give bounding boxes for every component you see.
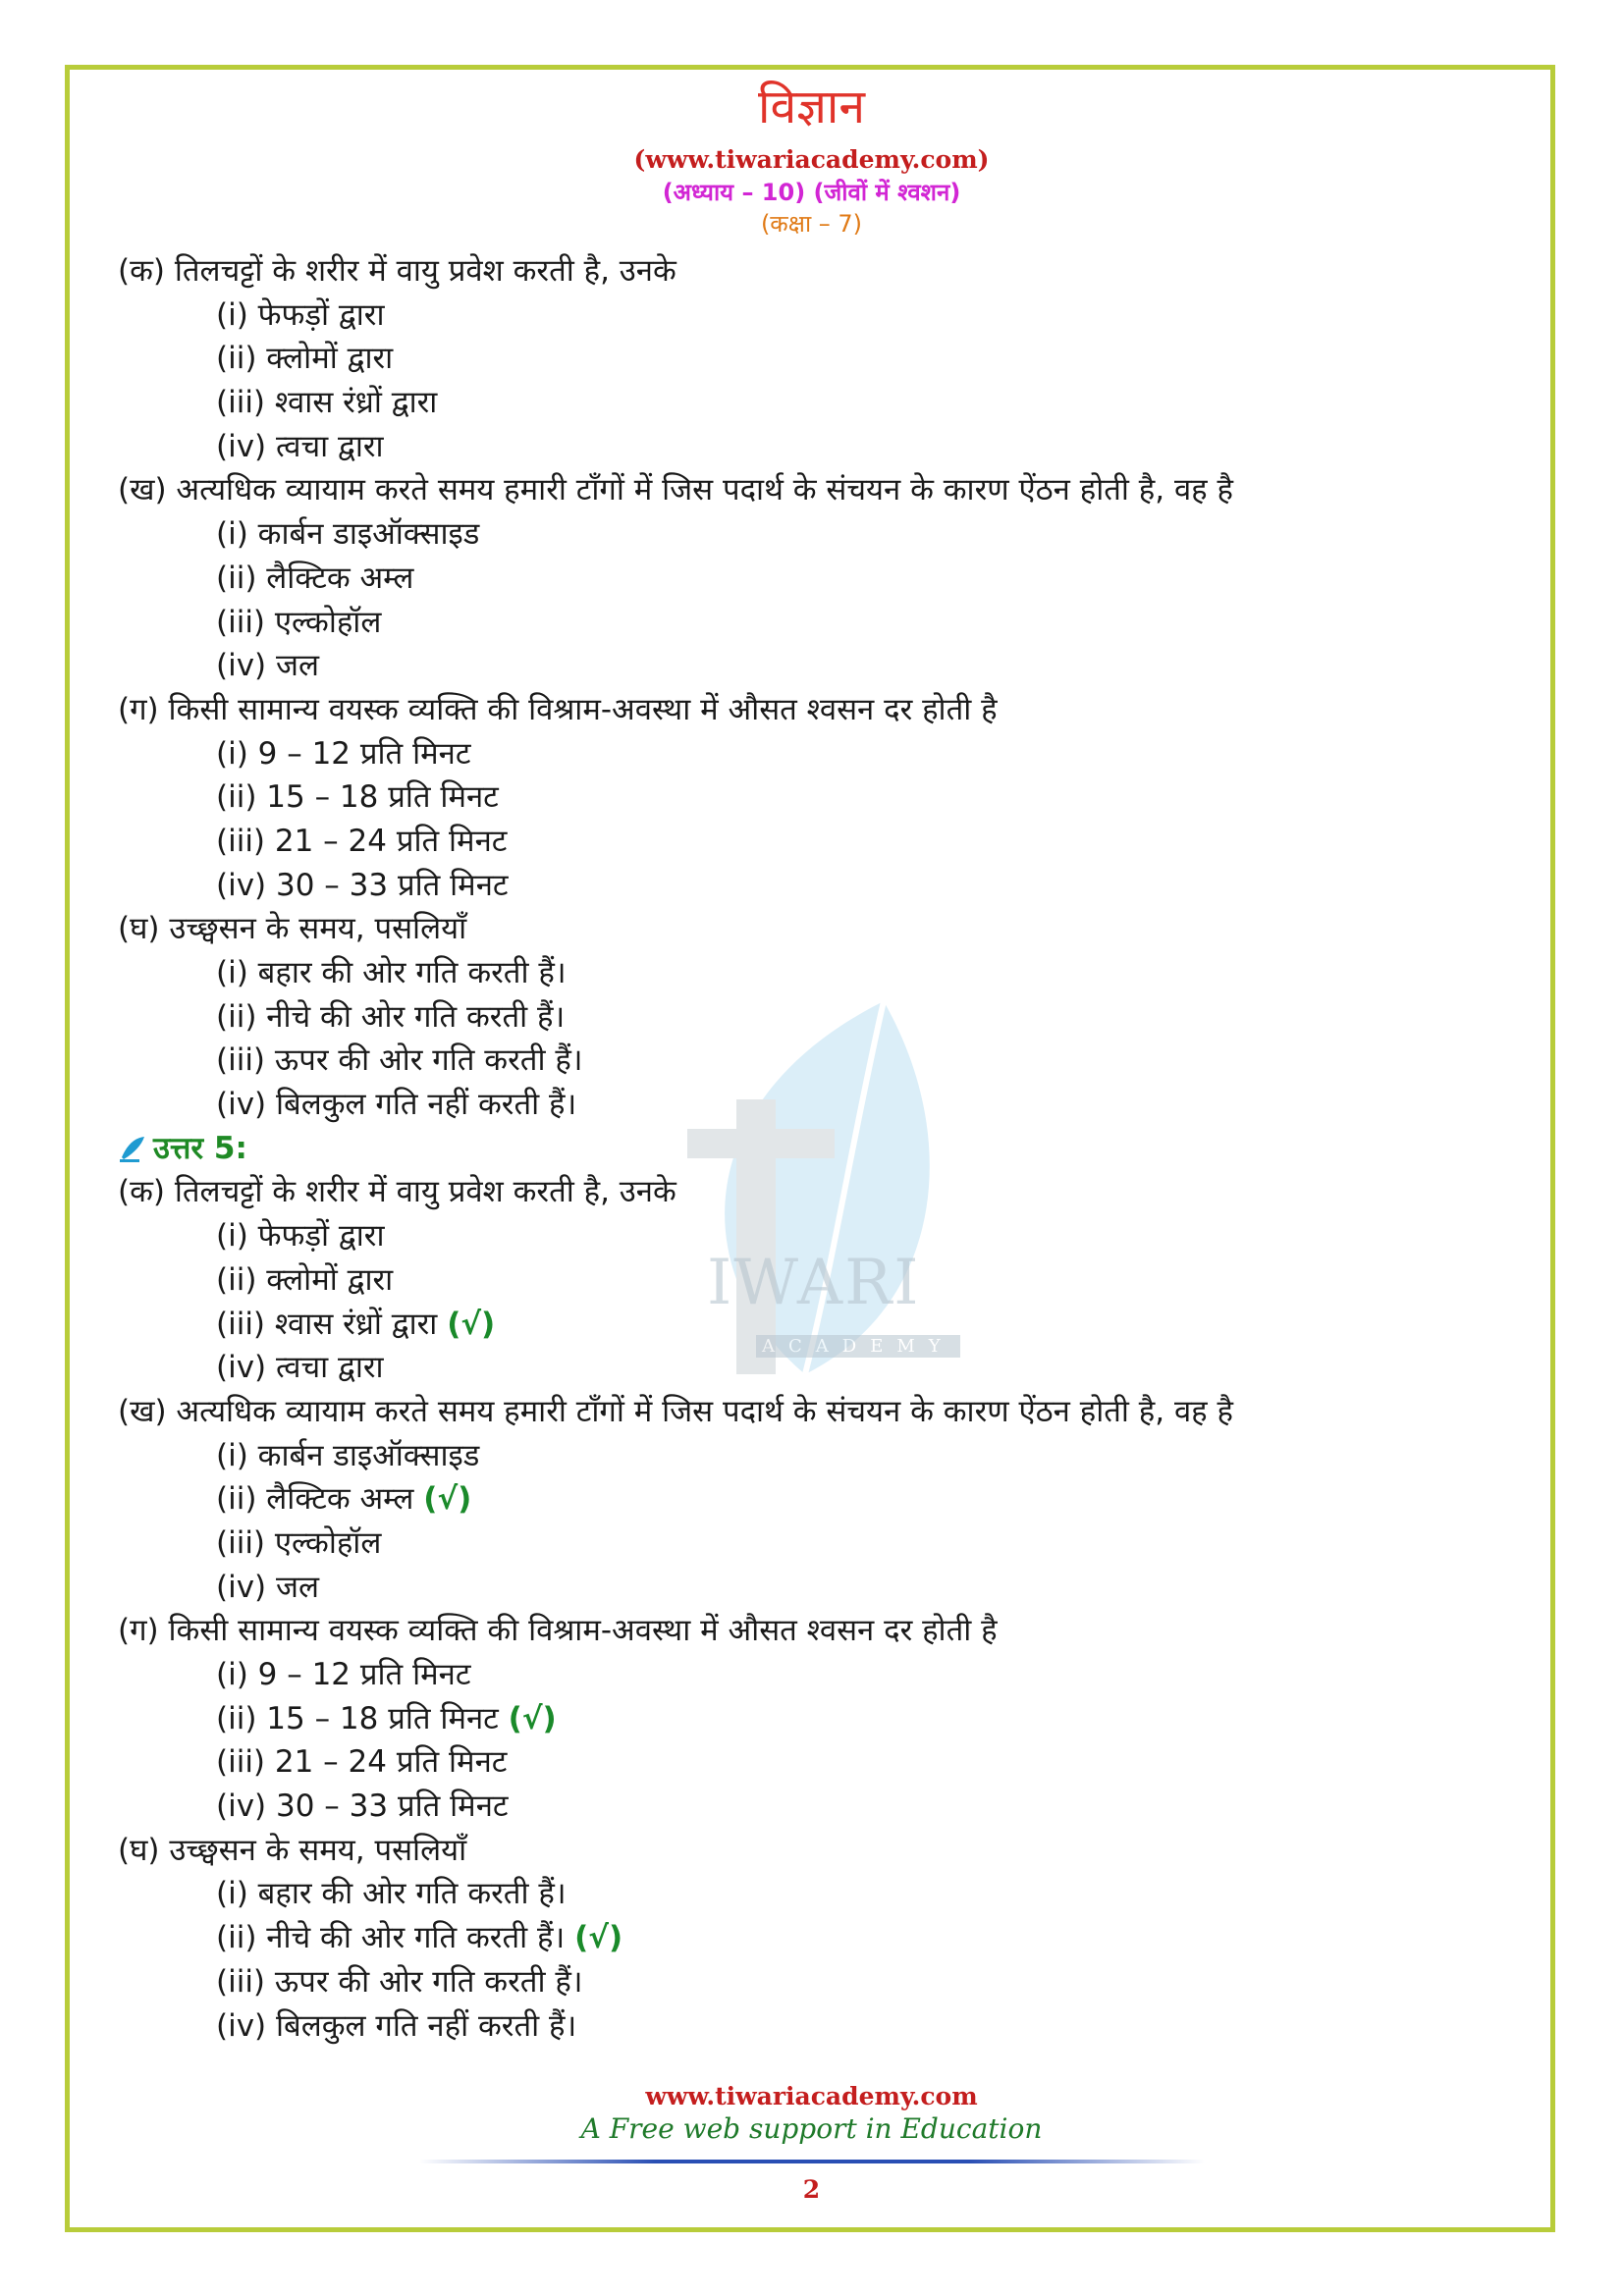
tick-mark: (√): [508, 1700, 557, 1736]
option: (iii) एल्कोहॉल: [216, 604, 382, 640]
chapter-label: (अध्याय – 10) (जीवों में श्वशन): [662, 178, 961, 206]
answer-heading: [118, 1127, 1512, 1171]
option: (i) 9 – 12 प्रति मिनट: [216, 735, 471, 772]
option: (iv) बिलकुल गति नहीं करती हैं।: [216, 2007, 577, 2044]
option: (iii) श्वास रंध्रों द्वारा: [216, 385, 438, 421]
question-block: [118, 249, 1512, 468]
option: (iii) ऊपर की ओर गति करती हैं।: [216, 1963, 583, 2000]
option: (ii) 15 – 18 प्रति मिनट: [216, 779, 499, 816]
option: (iv) त्वचा द्वारा: [216, 428, 384, 464]
option: (i) बहार की ओर गति करती हैं।: [216, 1876, 567, 1912]
option: (i) बहार की ओर गति करती हैं।: [216, 955, 567, 990]
option-correct: [118, 1697, 1512, 1741]
question-text: (ख) अत्यधिक व्यायाम करते समय हमारी टाँगों में जिस पदार्थ के संचयन के कारण ऐंठन होती है, वह है: [118, 1393, 1233, 1429]
class-label: (कक्षा – 7): [760, 210, 863, 239]
option: (iii) 21 – 24 प्रति मिनट: [216, 823, 508, 859]
option: (i) कार्बन डाइऑक्साइड: [216, 1437, 480, 1473]
footer-tagline: A Free web support in Education: [580, 2112, 1043, 2146]
question-text: (घ) उच्छ्वसन के समय, पसलियाँ: [118, 911, 467, 947]
answer-block: [118, 1829, 1512, 2048]
page-header: [0, 80, 1623, 240]
page-footer: [0, 2081, 1623, 2204]
option: (ii) नीचे की ओर गति करती हैं।: [216, 998, 566, 1035]
option-correct: [118, 1303, 1512, 1347]
question-text: (क) तिलचट्टों के शरीर में वायु प्रवेश करती है, उनके: [118, 253, 676, 289]
question-text: (क) तिलचट्टों के शरीर में वायु प्रवेश करती है, उनके: [118, 1174, 676, 1210]
question-text: (ख) अत्यधिक व्यायाम करते समय हमारी टाँगों में जिस पदार्थ के संचयन के कारण ऐंठन होती है, वह है: [118, 472, 1233, 508]
option: (i) फेफड़ों द्वारा: [216, 1218, 385, 1255]
watermark-brand: IWARI: [707, 1247, 921, 1319]
option: (iv) 30 – 33 प्रति मिनट: [216, 867, 509, 903]
tick-mark: (√): [574, 1920, 623, 1956]
option: (i) कार्बन डाइऑक्साइड: [216, 516, 480, 553]
answer-block: [118, 1609, 1512, 1828]
option: (iv) त्वचा द्वारा: [216, 1350, 384, 1386]
question-block: [118, 688, 1512, 907]
question-text: (ग) किसी सामान्य वयस्क व्यक्ति की विश्राम-अवस्था में औसत श्वसन दर होती है: [118, 1613, 998, 1649]
option-text: (iii) श्वास रंध्रों द्वारा: [216, 1306, 448, 1342]
site-link[interactable]: (www.tiwariacademy.com): [633, 145, 990, 174]
option: (iii) एल्कोहॉल: [216, 1524, 382, 1561]
option: (ii) क्लोमों द्वारा: [216, 1261, 394, 1298]
option: (iii) 21 – 24 प्रति मिनट: [216, 1744, 508, 1781]
pen-icon: [118, 1134, 147, 1163]
tick-mark: (√): [423, 1481, 472, 1518]
footer-divider: [419, 2160, 1205, 2163]
answer-block: [118, 1390, 1512, 1609]
option: (iv) बिलकुल गति नहीं करती हैं।: [216, 1087, 577, 1123]
tick-mark: (√): [447, 1306, 496, 1342]
page-number: 2: [802, 2174, 821, 2204]
page-title: विज्ञान: [758, 80, 865, 134]
option: (i) 9 – 12 प्रति मिनट: [216, 1657, 471, 1692]
option-text: (ii) 15 – 18 प्रति मिनट: [216, 1700, 509, 1736]
document-body: [118, 249, 1512, 2048]
question-block: [118, 468, 1512, 687]
option: (iii) ऊपर की ओर गति करती हैं।: [216, 1042, 583, 1079]
answer-heading-text: उत्तर 5:: [153, 1130, 247, 1166]
option: (i) फेफड़ों द्वारा: [216, 296, 385, 333]
option: (ii) क्लोमों द्वारा: [216, 341, 394, 377]
option: (iv) जल: [216, 648, 320, 684]
option: (iv) 30 – 33 प्रति मिनट: [216, 1789, 509, 1825]
option-correct: [118, 1477, 1512, 1522]
option-correct: [118, 1916, 1512, 1960]
answer-block: [118, 1170, 1512, 1389]
option-text: (ii) लैक्टिक अम्ल: [216, 1481, 424, 1518]
option: (ii) लैक्टिक अम्ल: [216, 560, 414, 596]
question-block: [118, 907, 1512, 1126]
option-text: (ii) नीचे की ओर गति करती हैं।: [216, 1920, 575, 1956]
question-text: (ग) किसी सामान्य वयस्क व्यक्ति की विश्राम-अवस्था में औसत श्वसन दर होती है: [118, 691, 998, 727]
watermark-sub: ACADEMY: [756, 1335, 960, 1358]
question-text: (घ) उच्छ्वसन के समय, पसलियाँ: [118, 1832, 467, 1868]
footer-link[interactable]: www.tiwariacademy.com: [645, 2082, 978, 2110]
option: (iv) जल: [216, 1569, 320, 1605]
